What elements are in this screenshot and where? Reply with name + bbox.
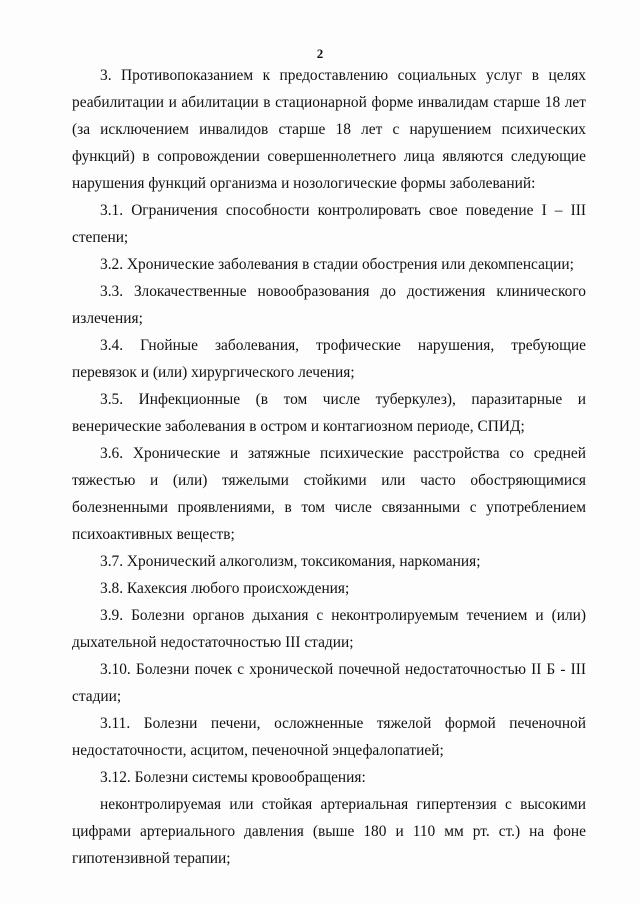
text-line: 3.7. Хронический алкоголизм, токсикомания, наркомания; <box>100 553 481 570</box>
paragraph-3-4 <box>72 332 586 386</box>
text-line: дыхательной недостаточностью III стадии; <box>72 634 354 651</box>
text-line: цифрами артериального давления (выше 180 и 110 мм рт. ст.) на фоне <box>72 823 586 840</box>
text-line: неконтролируемая или стойкая артериальная гипертензия с высокими <box>100 796 586 813</box>
text-line: венерические заболевания в остром и контагиозном периоде, СПИД; <box>72 418 525 435</box>
text-line: 3.4. Гнойные заболевания, трофические нарушения, требующие <box>100 337 586 354</box>
paragraph-3-10 <box>72 656 586 710</box>
text-line: тяжестью и (или) тяжелыми стойкими или часто обостряющимися <box>72 472 586 489</box>
paragraph-3-8 <box>72 575 586 602</box>
text-line: психоактивных веществ; <box>72 526 235 543</box>
paragraph-3-12-hypertension <box>72 791 586 872</box>
text-line: нарушения функций организма и нозологические формы заболеваний: <box>72 175 536 192</box>
text-line: стадии; <box>72 688 122 705</box>
paragraph-3-7 <box>72 548 586 575</box>
page-number: 2 <box>316 46 324 61</box>
paragraph-3-2 <box>72 251 586 278</box>
paragraph-3-3 <box>72 278 586 332</box>
text-line: 3.5. Инфекционные (в том числе туберкулез), паразитарные и <box>100 391 586 408</box>
paragraph-3-12 <box>72 764 586 791</box>
text-line: перевязок и (или) хирургического лечения; <box>72 364 355 381</box>
text-line: 3.2. Хронические заболевания в стадии обострения или декомпенсации; <box>100 256 574 273</box>
paragraph-3-9 <box>72 602 586 656</box>
text-line: (за исключением инвалидов старше 18 лет с нарушением психических <box>72 121 586 138</box>
text-line: 3.9. Болезни органов дыхания с неконтролируемым течением и (или) <box>100 607 586 624</box>
text-line: 3. Противопоказанием к предоставлению социальных услуг в целях <box>100 67 586 84</box>
paragraph-3-5 <box>72 386 586 440</box>
text-line: болезненными проявлениями, в том числе связанными с употреблением <box>72 499 586 516</box>
text-line: гипотензивной терапии; <box>72 850 231 867</box>
text-line: функций) в сопровождении совершеннолетнего лица являются следующие <box>72 148 586 165</box>
paragraph-3-1 <box>72 197 586 251</box>
document-body <box>72 62 586 872</box>
text-line: 3.6. Хронические и затяжные психические расстройства со средней <box>100 445 586 462</box>
text-line: 3.1. Ограничения способности контролировать свое поведение I – III <box>100 202 586 219</box>
paragraph-3 <box>72 62 586 197</box>
text-line: 3.10. Болезни почек с хронической почечной недостаточностью II Б - III <box>100 661 586 678</box>
text-line: 3.12. Болезни системы кровообращения: <box>100 769 366 786</box>
text-line: 3.8. Кахексия любого происхождения; <box>100 580 350 597</box>
text-line: излечения; <box>72 310 143 327</box>
text-line: реабилитации и абилитации в стационарной форме инвалидам старше 18 лет <box>72 94 586 111</box>
text-line: 3.3. Злокачественные новообразования до достижения клинического <box>100 283 586 300</box>
text-line: недостаточности, асцитом, печеночной энцефалопатией; <box>72 742 444 759</box>
paragraph-3-11 <box>72 710 586 764</box>
paragraph-3-6 <box>72 440 586 548</box>
text-line: 3.11. Болезни печени, осложненные тяжелой формой печеночной <box>100 715 586 732</box>
text-line: степени; <box>72 229 129 246</box>
